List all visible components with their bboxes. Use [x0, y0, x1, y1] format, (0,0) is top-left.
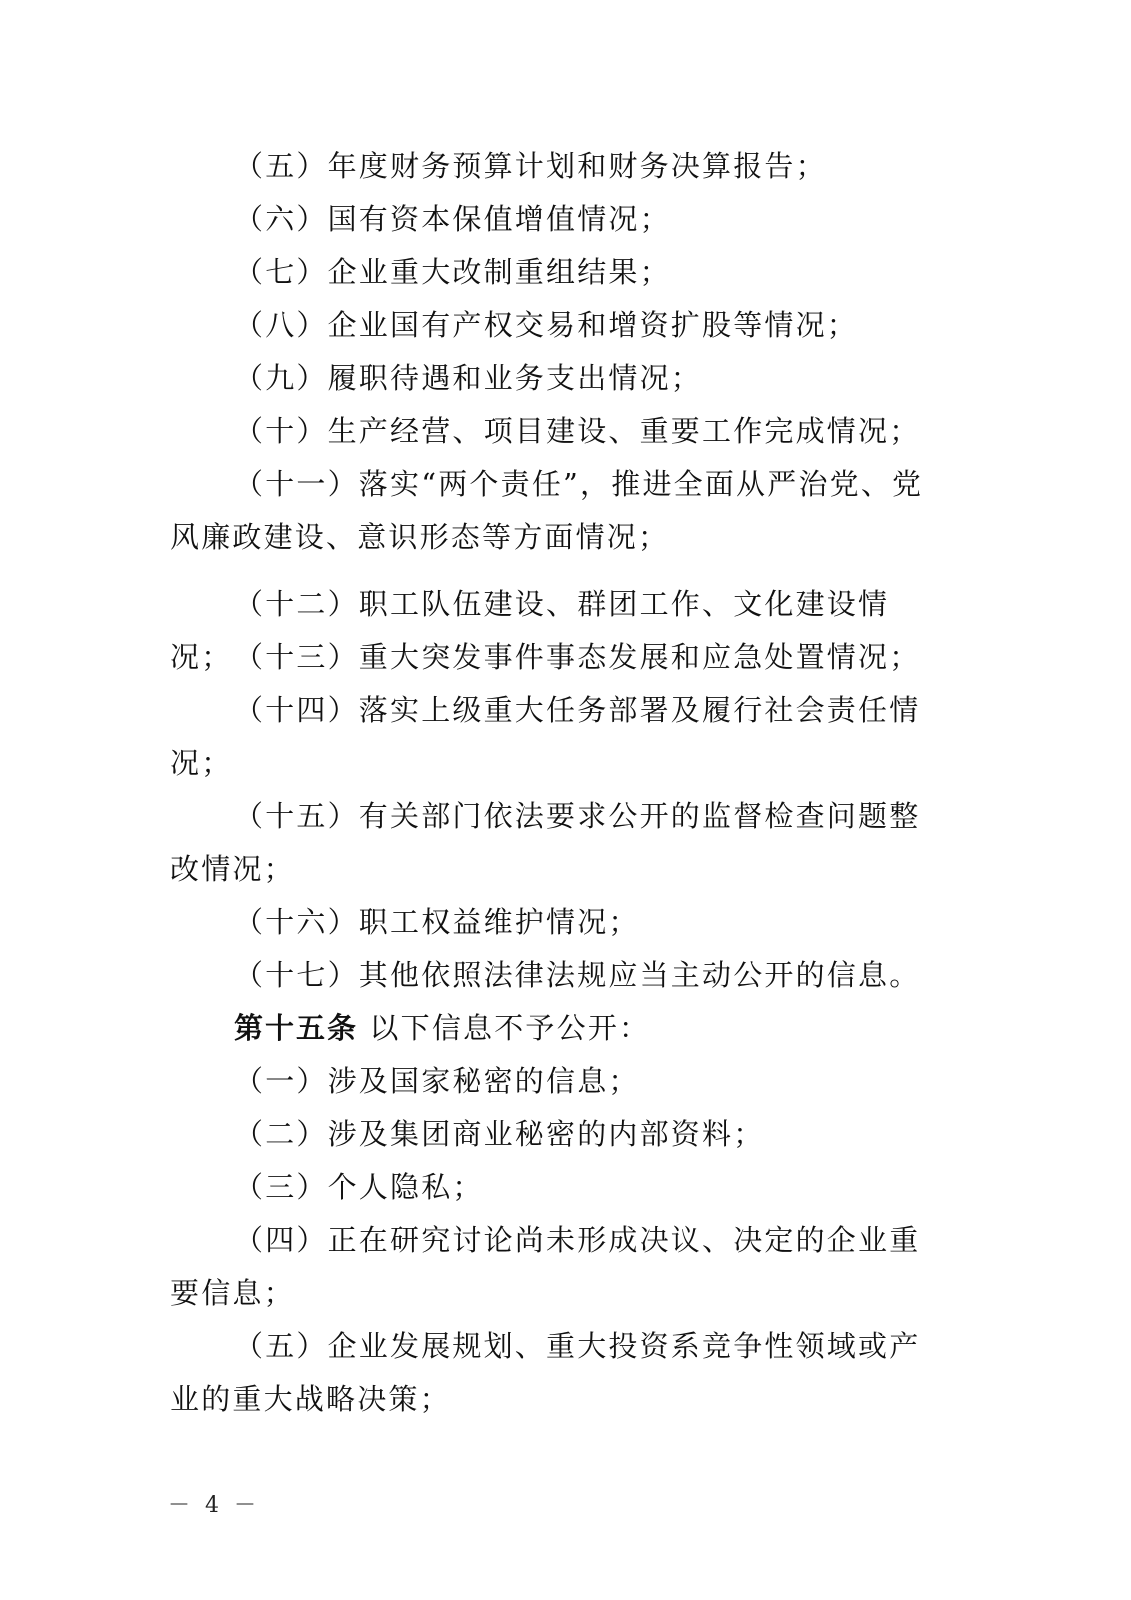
article-15-paragraph	[170, 1002, 940, 1055]
exclusion-item: （三）个人隐私；	[234, 1170, 484, 1204]
list-item: （五）年度财务预算计划和财务决算报告；	[234, 149, 827, 183]
list-item: （六）国有资本保值增值情况；	[234, 202, 671, 236]
article-15-intro: 以下信息不予公开：	[358, 1011, 651, 1045]
list-item: （十四）落实上级重大任务部署及履行社会责任情况；	[170, 693, 921, 780]
article-15-title: 第十五条	[234, 1011, 359, 1045]
list-item: （十五）有关部门依法要求公开的监督检查问题整改情况；	[170, 799, 921, 886]
exclusion-item: （一）涉及国家秘密的信息；	[234, 1064, 640, 1098]
list-item: （十二）职工队伍建设、群团工作、文化建设情况；	[170, 587, 890, 674]
list-item: （十三）重大突发事件事态发展和应急处置情况；	[234, 640, 921, 674]
list-item: （九）履职待遇和业务支出情况；	[234, 361, 703, 395]
page-number: － 4 －	[168, 1493, 260, 1518]
exclusion-item: （五）企业发展规划、重大投资系竞争性领域或产业的重大战略决策；	[170, 1329, 921, 1416]
list-item: （十一）落实“两个责任”，推进全面从严治党、党风廉政建设、意识形态等方面情况；	[170, 467, 924, 554]
list-item: （七）企业重大改制重组结果；	[234, 255, 671, 289]
exclusion-item: （四）正在研究讨论尚未形成决议、决定的企业重要信息；	[170, 1223, 921, 1310]
list-item: （八）企业国有产权交易和增资扩股等情况；	[234, 308, 859, 342]
exclusion-item: （二）涉及集团商业秘密的内部资料；	[234, 1117, 765, 1151]
list-item: （十六）职工权益维护情况；	[234, 905, 640, 939]
list-item: （十七）其他依照法律法规应当主动公开的信息。	[234, 958, 921, 992]
list-item: （十）生产经营、项目建设、重要工作完成情况；	[234, 414, 921, 448]
